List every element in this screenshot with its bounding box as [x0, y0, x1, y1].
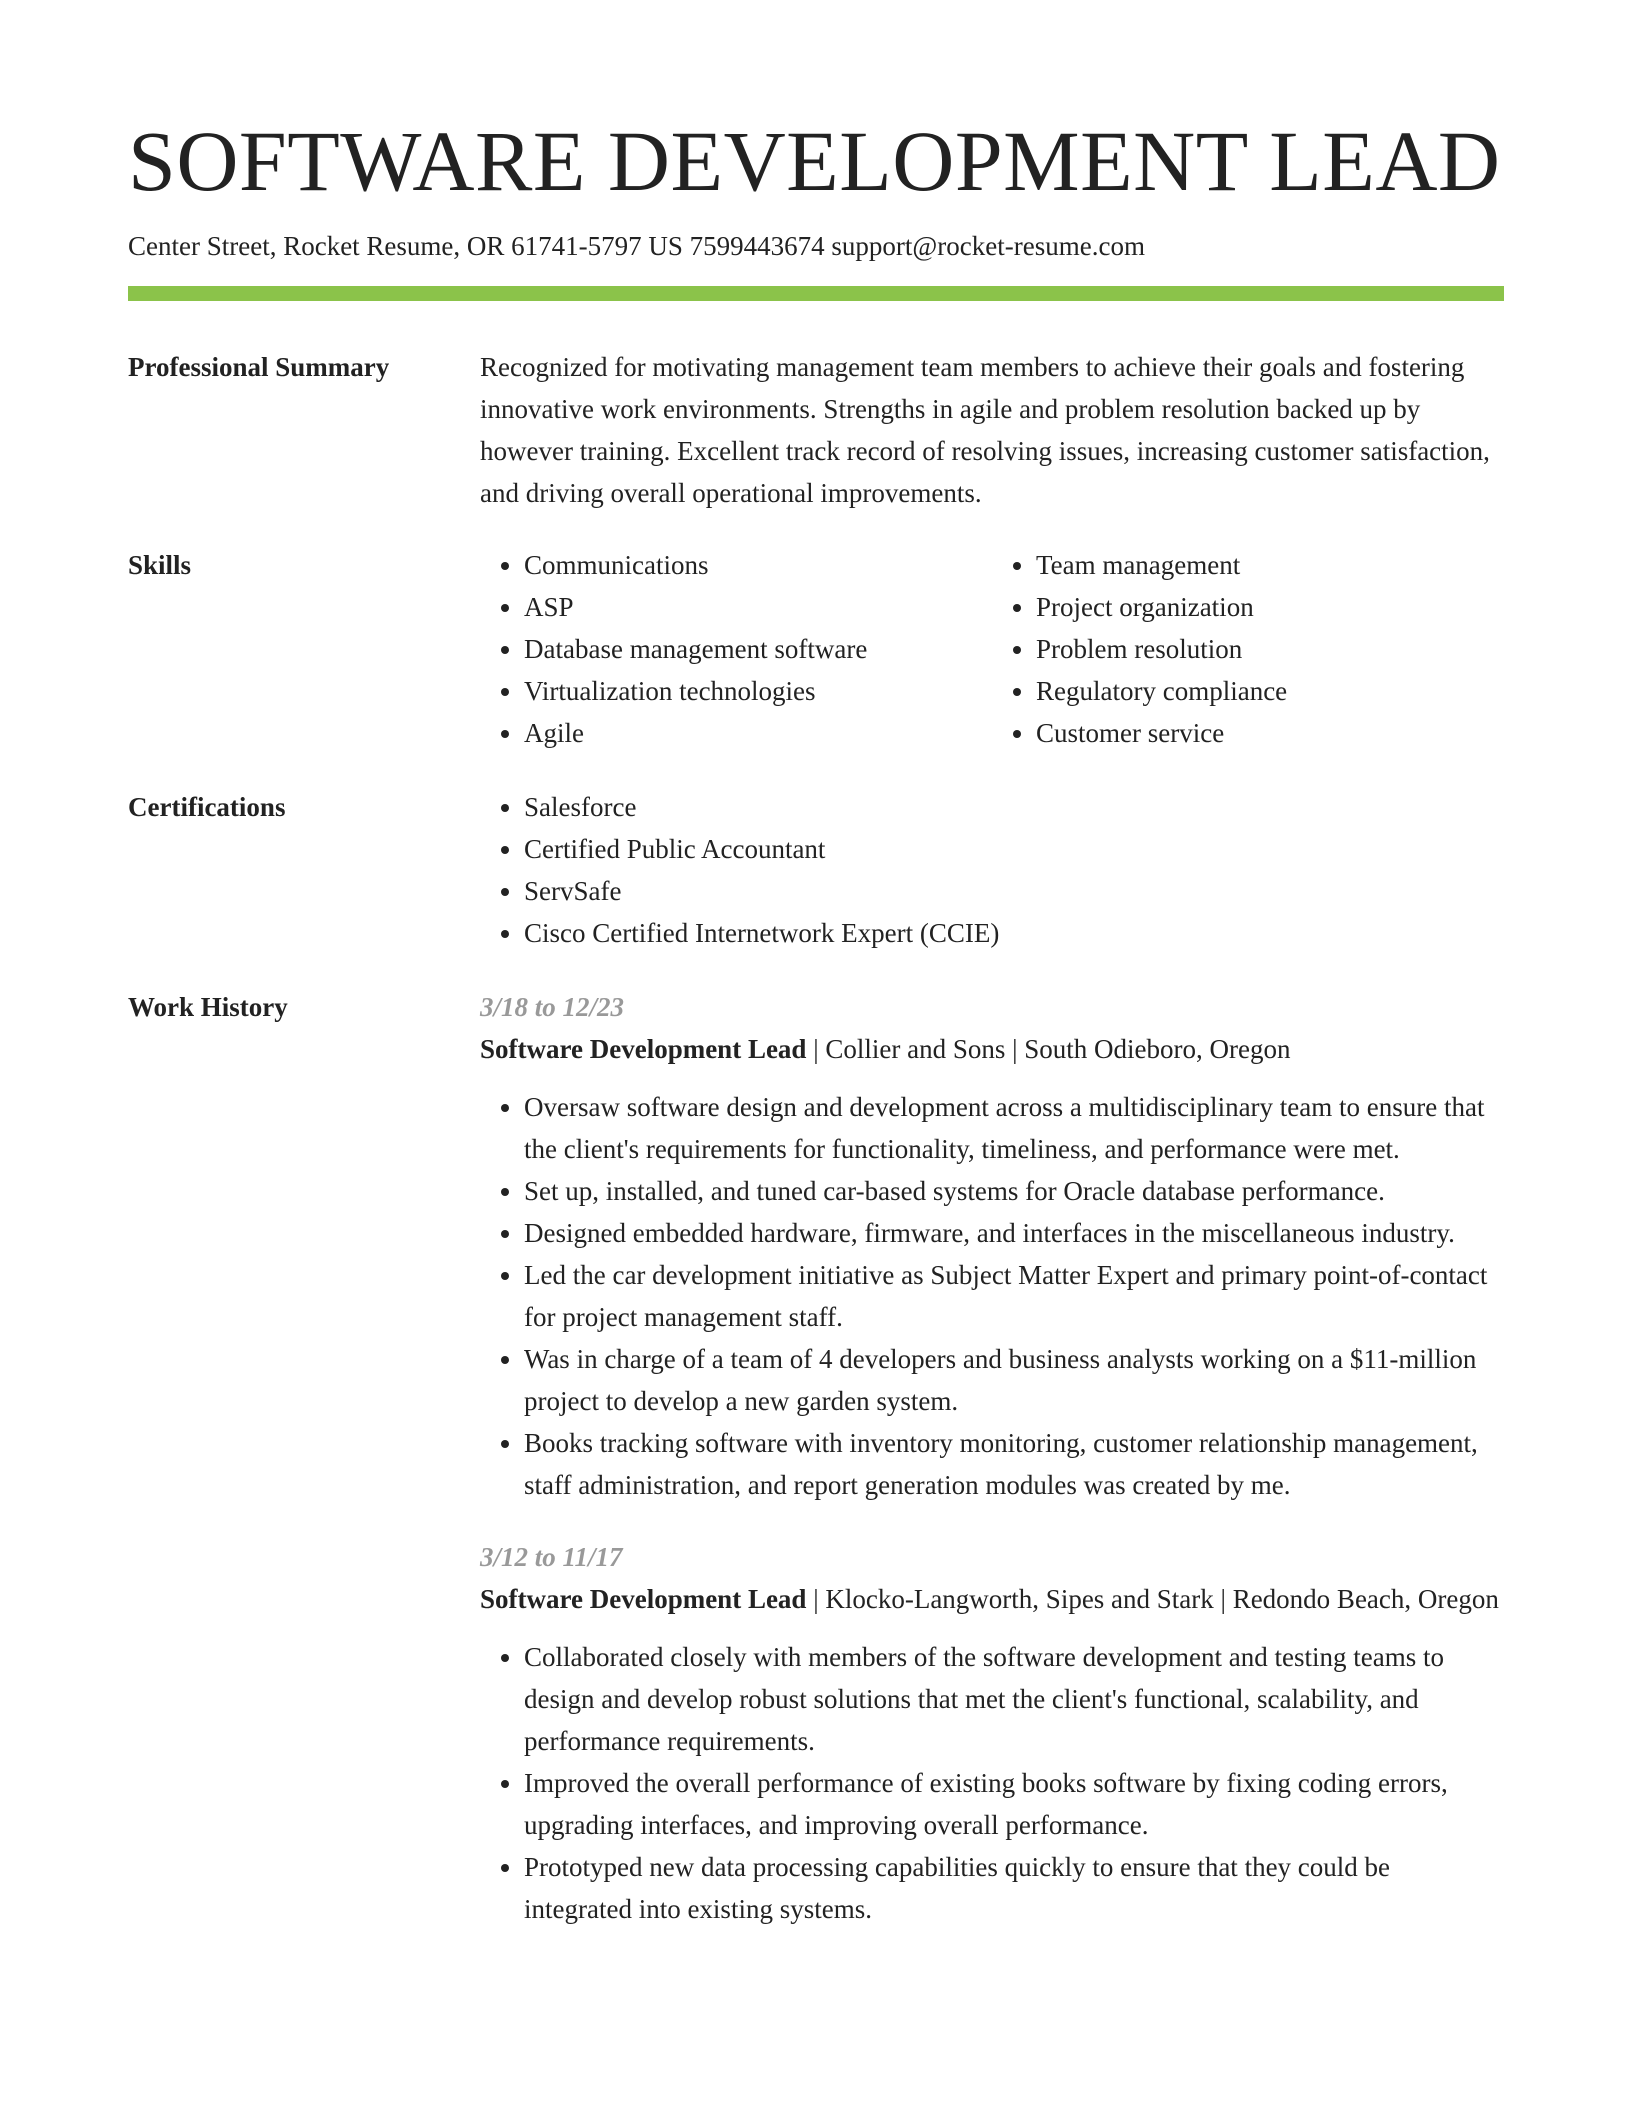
contact-line: Center Street, Rocket Resume, OR 61741-5797 US 7599443674 support@rocket-resume.com: [128, 231, 1145, 261]
certifications-list: [480, 786, 1504, 954]
skill-item: • ASP: [524, 586, 992, 628]
job-bullet: • Improved the overall performance of existing books software by fixing coding errors, upgrading interfaces, and improving overall performance.: [524, 1762, 1504, 1846]
section-title-certifications: Certifications: [128, 792, 286, 822]
job-bullet: • Led the car development initiative as Subject Matter Expert and primary point-of-contact for project management staff.: [524, 1254, 1504, 1338]
job-bullet: • Prototyped new data processing capabilities quickly to ensure that they could be integrated into existing systems.: [524, 1846, 1504, 1930]
job-dates: 3/12 to 11/17: [480, 1542, 623, 1572]
job-bullets: [480, 1636, 1504, 1930]
job-dates: 3/18 to 12/23: [480, 992, 625, 1022]
job-bullet: • Designed embedded hardware, firmware, and interfaces in the miscellaneous industry.: [524, 1212, 1504, 1254]
skill-item: • Communications: [524, 544, 992, 586]
job-heading: [480, 1028, 1504, 1070]
certification-item: • Cisco Certified Internetwork Expert (CCIE): [524, 912, 1504, 954]
job-company-location: | Klocko-Langworth, Sipes and Stark | Redondo Beach, Oregon: [806, 1584, 1499, 1614]
job-entry: [480, 1536, 1504, 1930]
skills-list-right: [992, 544, 1504, 754]
accent-divider: [128, 286, 1504, 301]
job-bullet: • Collaborated closely with members of the software development and testing teams to design and develop robust solutions that met the client's functional, scalability, and performance requirements.: [524, 1636, 1504, 1762]
skills-list-left: [480, 544, 992, 754]
candidate-name: SOFTWARE DEVELOPMENT LEAD: [128, 113, 1501, 209]
skill-item: • Agile: [524, 712, 992, 754]
skill-item: • Problem resolution: [1036, 628, 1504, 670]
job-bullet: • Oversaw software design and development across a multidisciplinary team to ensure that the client's requirements for functionality, timeliness, and performance were met.: [524, 1086, 1504, 1170]
job-role: Software Development Lead: [480, 1584, 807, 1614]
summary-text: Recognized for motivating management team members to achieve their goals and fostering innovative work environments. Strengths in agile and problem resolution backed up by however training. Excellent track record of resolving issues, increasing customer satisfaction, and driving overall operational improvements.: [480, 352, 1490, 508]
section-title-summary: Professional Summary: [128, 352, 390, 382]
section-title-work-history: Work History: [128, 992, 288, 1022]
resume-header: [128, 113, 1504, 262]
skill-item: • Virtualization technologies: [524, 670, 992, 712]
certification-item: • ServSafe: [524, 870, 1504, 912]
job-bullets: [480, 1086, 1504, 1506]
skill-item: • Team management: [1036, 544, 1504, 586]
job-bullet: • Books tracking software with inventory monitoring, customer relationship management, staff administration, and report generation modules was created by me.: [524, 1422, 1504, 1506]
job-bullet: • Was in charge of a team of 4 developers and business analysts working on a $11-million project to develop a new garden system.: [524, 1338, 1504, 1422]
job-role: Software Development Lead: [480, 1034, 807, 1064]
certification-item: • Certified Public Accountant: [524, 828, 1504, 870]
section-title-skills: Skills: [128, 550, 192, 580]
job-entry: [480, 986, 1504, 1506]
skill-item: • Regulatory compliance: [1036, 670, 1504, 712]
job-heading: [480, 1578, 1504, 1620]
certification-item: • Salesforce: [524, 786, 1504, 828]
skill-item: • Database management software: [524, 628, 992, 670]
skill-item: • Customer service: [1036, 712, 1504, 754]
job-company-location: | Collier and Sons | South Odieboro, Oregon: [806, 1034, 1291, 1064]
job-bullet: • Set up, installed, and tuned car-based systems for Oracle database performance.: [524, 1170, 1504, 1212]
skill-item: • Project organization: [1036, 586, 1504, 628]
